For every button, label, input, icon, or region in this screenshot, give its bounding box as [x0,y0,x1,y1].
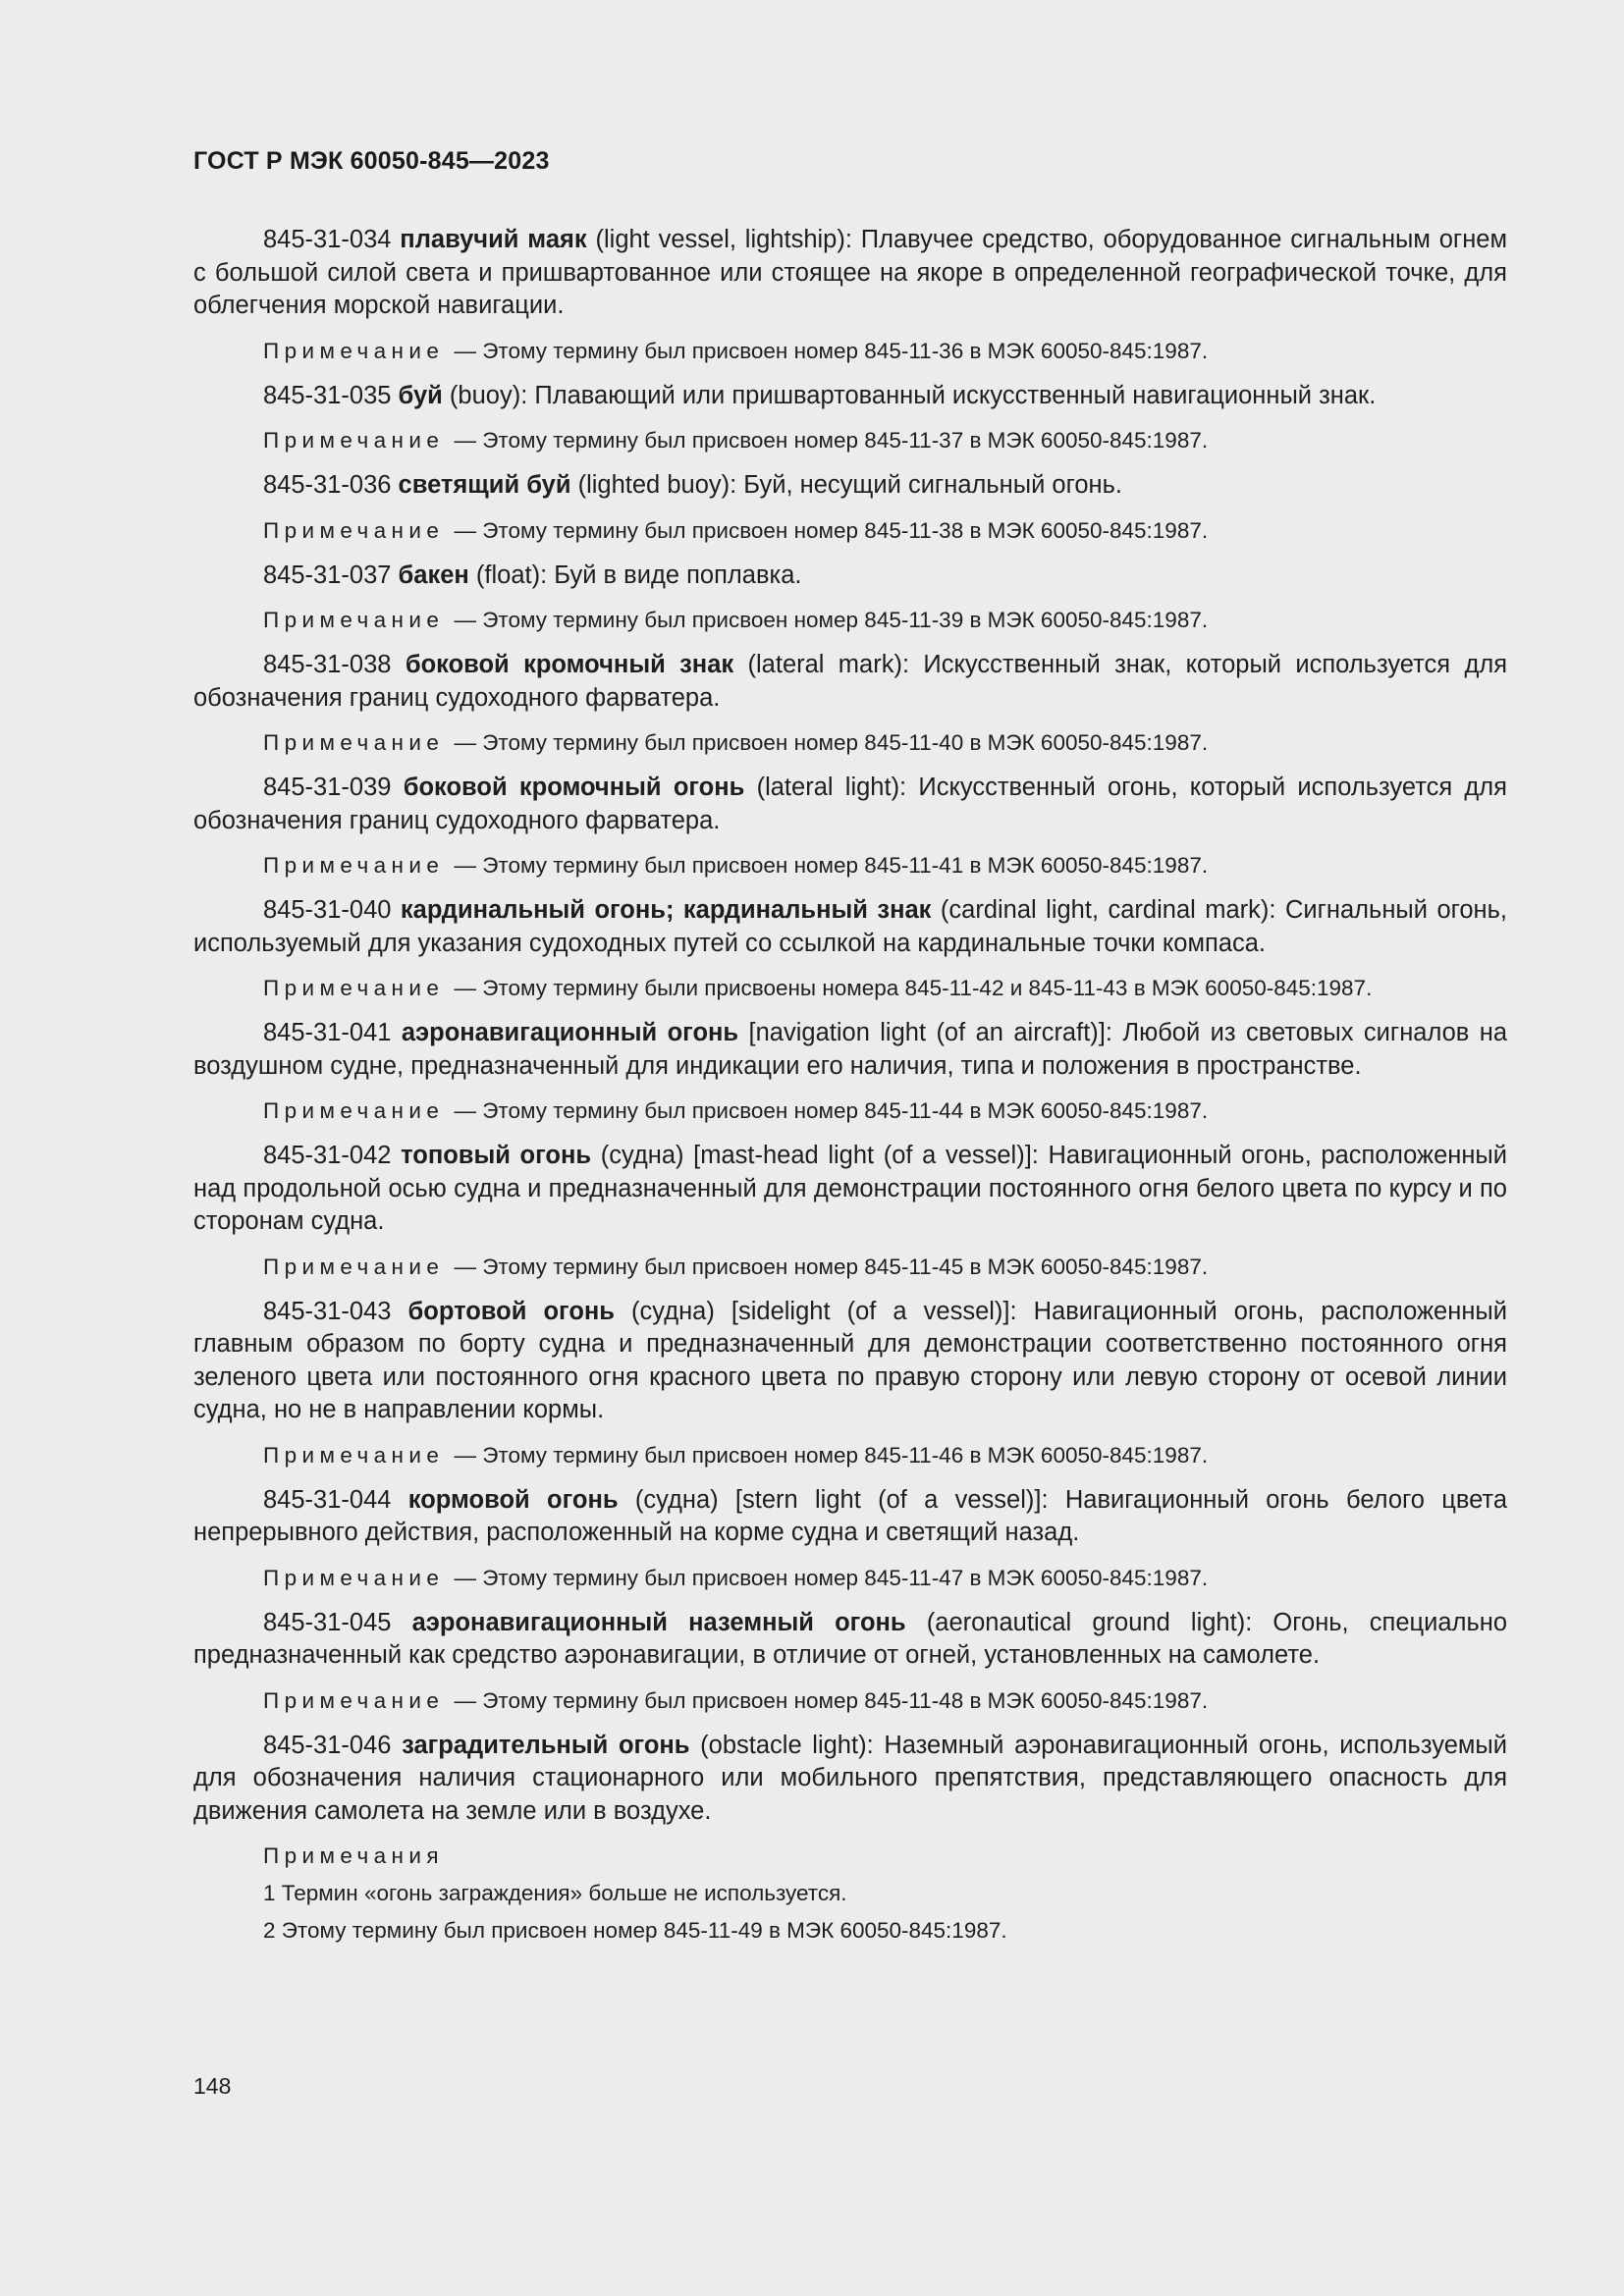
term-name: аэронавигационный наземный огонь [411,1608,906,1636]
note-text: — Этому термину был присвоен номер 845-11-40 в МЭК 60050-845:1987. [454,730,1209,755]
notes-label: Примечания [263,1843,444,1868]
term-entry [193,1730,1507,1829]
term-entry [193,1140,1507,1239]
term-note [193,337,1507,366]
note-text: — Этому термину был присвоен номер 845-11-46 в МЭК 60050-845:1987. [454,1442,1209,1468]
note-text: — Этому термину были присвоены номера 845-11-42 и 845-11-43 в МЭК 60050-845:1987. [454,976,1373,1000]
term-entry [193,560,1507,593]
page-number: 148 [193,2073,232,2099]
term-definition: (float): Буй в виде поплавка. [475,561,802,589]
term-note [193,606,1507,635]
note-label: Примечание [263,428,445,453]
term-name: топовый огонь [401,1142,592,1169]
term-code: 845-31-037 [263,561,392,589]
term-code: 845-31-035 [263,381,392,409]
term-code: 845-31-038 [263,651,392,678]
term-name: светящий буй [398,471,571,499]
term-entry [193,380,1507,413]
term-definition: (aeronautical ground light): Огонь, специально предназначенный как средство аэронавигации, в отличие от огней, установленных на самолете. [193,1608,1508,1669]
term-note [193,426,1507,455]
term-note [193,728,1507,758]
term-entry [193,772,1507,837]
note-item: 1 Термин «огонь заграждения» больше не используется. [263,1881,847,1905]
term-definition: (судна) [stern light (of a vessel)]: Навигационный огонь белого цвета непрерывного действия, расположенный на корме судна и светящий назад. [193,1485,1508,1546]
terms-content [193,224,1507,1953]
note-text: — Этому термину был присвоен номер 845-11-41 в МЭК 60050-845:1987. [454,853,1209,878]
note-text: — Этому термину был присвоен номер 845-11-36 в МЭК 60050-845:1987. [454,338,1209,363]
notes-block [193,1842,1507,1946]
term-entry [193,1484,1507,1550]
term-entry [193,1296,1507,1427]
term-code: 845-31-043 [263,1297,392,1325]
note-item: 2 Этому термину был присвоен номер 845-11-49 в МЭК 60050-845:1987. [263,1918,1007,1943]
term-name: бакен [398,561,469,589]
term-entry [193,1017,1507,1083]
term-code: 845-31-045 [263,1608,392,1636]
note-text: — Этому термину был присвоен номер 845-11-48 в МЭК 60050-845:1987. [454,1687,1209,1713]
term-note [193,851,1507,881]
note-label: Примечание [263,976,445,1000]
term-code: 845-31-042 [263,1142,392,1169]
note-label: Примечание [263,1687,445,1713]
term-name: плавучий маяк [400,226,587,253]
term-definition: (lateral light): Искусственный огонь, который используется для обозначения границ судоходного фарватера. [193,774,1507,834]
term-name: бортовой огонь [407,1297,615,1325]
note-label: Примечание [263,1565,445,1590]
term-definition: (light vessel, lightship): Плавучее средство, оборудованное сигнальным огнем с большой силой света и пришвартованное или стоящее на якоре в определенной географической точке, для облегчения морской навигации. [193,226,1507,319]
term-note [193,1441,1507,1470]
note-text: — Этому термину был присвоен номер 845-11-38 в МЭК 60050-845:1987. [454,517,1209,543]
note-text: — Этому термину был присвоен номер 845-11-47 в МЭК 60050-845:1987. [454,1565,1209,1590]
term-name: боковой кромочный огонь [403,774,745,801]
term-entry [193,1607,1507,1673]
term-definition: (cardinal light, cardinal mark): Сигнальный огонь, используемый для указания судоходных путей со ссылкой на кардинальные точки компаса. [193,896,1507,957]
term-code: 845-31-036 [263,471,392,499]
term-note [193,516,1507,546]
term-definition: (obstacle light): Наземный аэронавигационный огонь, используемый для обозначения наличия стационарного или мобильного препятствия, представляющего опасность для движения самолета на земле или в воздухе. [193,1731,1508,1825]
document-header: ГОСТ Р МЭК 60050-845—2023 [193,147,550,175]
term-note [193,1253,1507,1282]
note-label: Примечание [263,1442,445,1468]
term-code: 845-31-039 [263,774,392,801]
note-label: Примечание [263,517,445,543]
term-definition: (lateral mark): Искусственный знак, который используется для обозначения границ судоходного фарватера. [193,651,1508,712]
term-entry [193,894,1507,960]
note-label: Примечание [263,730,445,755]
term-definition: (buoy): Плавающий или пришвартованный искусственный навигационный знак. [449,381,1377,409]
note-text: — Этому термину был присвоен номер 845-11-45 в МЭК 60050-845:1987. [454,1254,1209,1279]
terms-list [193,224,1507,1716]
term-entry [193,224,1507,323]
term-code: 845-31-046 [263,1731,392,1759]
note-text: — Этому термину был присвоен номер 845-11-44 в МЭК 60050-845:1987. [454,1098,1209,1123]
term-entry [193,649,1507,715]
term-name: кардинальный огонь; кардинальный знак [400,896,932,924]
note-text: — Этому термину был присвоен номер 845-11-37 в МЭК 60050-845:1987. [454,428,1209,453]
note-label: Примечание [263,1098,445,1123]
term-note [193,1096,1507,1126]
note-label: Примечание [263,338,445,363]
term-name: аэронавигационный огонь [401,1019,739,1046]
term-definition: (судна) [sidelight (of a vessel)]: Навигационный огонь, расположенный главным образом по борту судна и предназначенный для демонстрации соответственно постоянного огня зеленого цвета или постоянного огня красного цвета по правую сторону или левую сторону от осевой линии судна, но не в направлении кормы. [193,1297,1507,1423]
notes-heading [193,1842,1507,1871]
term-name: боковой кромочный знак [405,651,734,678]
note-label: Примечание [263,853,445,878]
term-code: 845-31-040 [263,896,392,924]
term-name: буй [398,381,443,409]
term-definition: (lighted buoy): Буй, несущий сигнальный огонь. [577,471,1122,499]
term-note [193,974,1507,1003]
term-name: заградительный огонь [402,1731,690,1759]
term-name: кормовой огонь [407,1485,619,1514]
term-definition: [navigation light (of an aircraft)]: Любой из световых сигналов на воздушном судне, предназначенный для индикации его наличия, типа и положения в пространстве. [193,1019,1508,1080]
term-definition: (судна) [mast-head light (of a vessel)]: Навигационный огонь, расположенный над продольной осью судна и предназначенный для демонстрации постоянного огня белого цвета по курсу и по сторонам судна. [193,1142,1507,1235]
term-code: 845-31-044 [263,1485,392,1514]
term-code: 845-31-034 [263,226,392,253]
term-code: 845-31-041 [263,1019,392,1046]
note-text: — Этому термину был присвоен номер 845-11-39 в МЭК 60050-845:1987. [454,608,1209,632]
term-note [193,1686,1507,1716]
term-note [193,1564,1507,1593]
note-label: Примечание [263,1254,445,1279]
note-label: Примечание [263,608,445,632]
term-entry [193,469,1507,503]
